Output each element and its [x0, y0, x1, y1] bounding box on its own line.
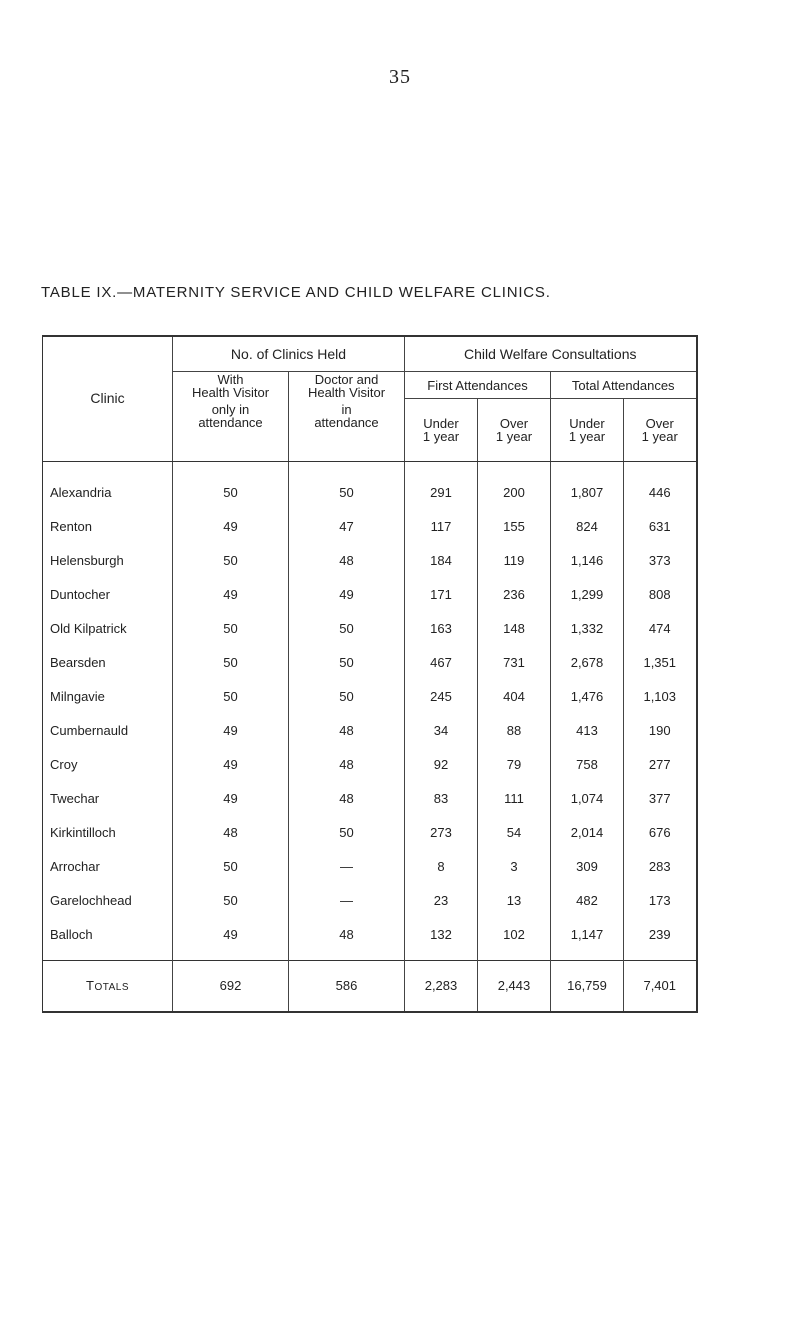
- value-cell-total-under: 758: [551, 748, 624, 782]
- value-cell-first-over: 200: [478, 461, 551, 510]
- clinics-table: [42, 335, 698, 1013]
- value-cell-first-over: 731: [478, 646, 551, 680]
- value-cell-doctor-hv: 50: [289, 816, 405, 850]
- value-cell-with-hv: 50: [173, 884, 289, 918]
- value-cell-total-under: 1,476: [551, 680, 624, 714]
- clinic-name-cell: Duntocher: [50, 587, 110, 602]
- value-cell-doctor-hv: —: [289, 850, 405, 884]
- value-cell-first-under: 132: [405, 918, 478, 952]
- first-under-1-header: Under 1 year: [405, 399, 478, 462]
- value-cell-with-hv: 50: [173, 850, 289, 884]
- child-welfare-header: Child Welfare Consultations: [405, 336, 697, 372]
- value-cell-total-under: 1,074: [551, 782, 624, 816]
- table-row: [43, 680, 697, 714]
- value-cell-total-under: 482: [551, 884, 624, 918]
- total-over-1-header: Over 1 year: [624, 399, 697, 462]
- value-cell-doctor-hv: 48: [289, 748, 405, 782]
- value-cell-with-hv: 49: [173, 714, 289, 748]
- clinic-name-cell: Cumbernauld: [50, 723, 129, 738]
- value-cell-doctor-hv: —: [289, 884, 405, 918]
- value-cell-first-over: 148: [478, 612, 551, 646]
- value-cell-first-under: 273: [405, 816, 478, 850]
- clinic-name-cell: Bearsden: [50, 655, 106, 670]
- value-cell-with-hv: 50: [173, 680, 289, 714]
- totals-label-rest: OTALS: [94, 982, 129, 993]
- value-cell-with-hv: 50: [173, 544, 289, 578]
- value-cell-total-under: 1,146: [551, 544, 624, 578]
- value-cell-first-under: 8: [405, 850, 478, 884]
- spacer-cell: [624, 952, 697, 961]
- table-row: [43, 748, 697, 782]
- value-cell-doctor-hv: 49: [289, 578, 405, 612]
- value-cell-first-under: 23: [405, 884, 478, 918]
- clinic-name-cell: Alexandria: [50, 485, 112, 500]
- clinic-name-cell: Croy: [50, 757, 78, 772]
- clinic-name-cell: Kirkintilloch: [50, 825, 116, 840]
- value-cell-total-under: 1,299: [551, 578, 624, 612]
- value-cell-with-hv: 49: [173, 578, 289, 612]
- doctor-health-visitor-header-bottom: in attendance: [289, 399, 405, 462]
- value-cell-total-over: 631: [624, 510, 697, 544]
- value-cell-total-under: 413: [551, 714, 624, 748]
- table-row: [43, 461, 697, 510]
- value-cell-total-over: 474: [624, 612, 697, 646]
- value-cell-total-under: 1,807: [551, 461, 624, 510]
- clinics-held-header: No. of Clinics Held: [173, 336, 405, 372]
- table-body: [43, 461, 697, 1012]
- value-cell-total-over: 239: [624, 918, 697, 952]
- totals-row: [43, 960, 697, 1012]
- value-cell-total-over: 173: [624, 884, 697, 918]
- value-cell-first-under: 117: [405, 510, 478, 544]
- value-cell-doctor-hv: 48: [289, 714, 405, 748]
- value-cell-total-over: 1,351: [624, 646, 697, 680]
- value-cell-doctor-hv: 47: [289, 510, 405, 544]
- clinic-name-cell: Arrochar: [50, 859, 100, 874]
- value-cell-first-over: 3: [478, 850, 551, 884]
- value-cell-total-over: 373: [624, 544, 697, 578]
- clinic-name-cell: Garelochhead: [50, 893, 132, 908]
- clinic-name-cell: Twechar: [50, 791, 100, 806]
- spacer-row: [43, 952, 697, 961]
- page-number: 35: [389, 66, 411, 88]
- value-cell-first-over: 111: [478, 782, 551, 816]
- first-attendances-header: First Attendances: [405, 372, 551, 399]
- value-cell-first-over: 79: [478, 748, 551, 782]
- doctor-health-visitor-header-top: Doctor and Health Visitor: [289, 372, 405, 399]
- value-cell-total-under: 1,147: [551, 918, 624, 952]
- table-row: [43, 918, 697, 952]
- table-row: [43, 714, 697, 748]
- spacer-cell: [173, 952, 289, 961]
- table-row: [43, 884, 697, 918]
- value-cell-doctor-hv: 50: [289, 646, 405, 680]
- clinic-name-cell: Old Kilpatrick: [50, 621, 127, 636]
- spacer-cell: [551, 952, 624, 961]
- total-under-1-header: Under 1 year: [551, 399, 624, 462]
- value-cell-with-hv: 50: [173, 612, 289, 646]
- value-cell-total-under: 1,332: [551, 612, 624, 646]
- spacer-cell: [289, 952, 405, 961]
- value-cell-first-over: 88: [478, 714, 551, 748]
- total-cell-first-under: 2,283: [405, 960, 478, 1012]
- table-title: TABLE IX.—MATERNITY SERVICE AND CHILD WELFARE CLINICS.: [41, 284, 551, 301]
- total-cell-first-over: 2,443: [478, 960, 551, 1012]
- value-cell-first-over: 13: [478, 884, 551, 918]
- clinic-name-cell: Milngavie: [50, 689, 105, 704]
- table-row: [43, 510, 697, 544]
- value-cell-total-over: 808: [624, 578, 697, 612]
- totals-label: [43, 960, 173, 1012]
- value-cell-total-over: 190: [624, 714, 697, 748]
- table-row: [43, 544, 697, 578]
- table-row: [43, 646, 697, 680]
- value-cell-doctor-hv: 48: [289, 918, 405, 952]
- value-cell-first-under: 467: [405, 646, 478, 680]
- value-cell-first-under: 184: [405, 544, 478, 578]
- total-cell-with-hv: 692: [173, 960, 289, 1012]
- value-cell-first-under: 163: [405, 612, 478, 646]
- value-cell-total-over: 1,103: [624, 680, 697, 714]
- table-row: [43, 782, 697, 816]
- value-cell-doctor-hv: 50: [289, 680, 405, 714]
- value-cell-total-over: 377: [624, 782, 697, 816]
- with-health-visitor-header-top: With Health Visitor: [173, 372, 289, 399]
- value-cell-first-under: 291: [405, 461, 478, 510]
- spacer-cell: [478, 952, 551, 961]
- value-cell-total-over: 283: [624, 850, 697, 884]
- value-cell-first-over: 155: [478, 510, 551, 544]
- value-cell-total-over: 676: [624, 816, 697, 850]
- value-cell-total-over: 446: [624, 461, 697, 510]
- value-cell-with-hv: 50: [173, 646, 289, 680]
- spacer-cell: [43, 952, 173, 961]
- value-cell-total-under: 309: [551, 850, 624, 884]
- value-cell-first-under: 83: [405, 782, 478, 816]
- value-cell-first-over: 119: [478, 544, 551, 578]
- clinic-name-cell: Helensburgh: [50, 553, 124, 568]
- value-cell-first-under: 245: [405, 680, 478, 714]
- value-cell-with-hv: 49: [173, 782, 289, 816]
- value-cell-doctor-hv: 48: [289, 782, 405, 816]
- value-cell-doctor-hv: 50: [289, 461, 405, 510]
- table-row: [43, 612, 697, 646]
- value-cell-first-over: 54: [478, 816, 551, 850]
- value-cell-first-under: 92: [405, 748, 478, 782]
- totals-label-initial: T: [86, 978, 95, 993]
- total-cell-total-under: 16,759: [551, 960, 624, 1012]
- value-cell-total-under: 824: [551, 510, 624, 544]
- value-cell-with-hv: 49: [173, 510, 289, 544]
- clinic-column-header: Clinic: [43, 336, 173, 461]
- value-cell-first-over: 236: [478, 578, 551, 612]
- table-row: [43, 816, 697, 850]
- value-cell-first-under: 171: [405, 578, 478, 612]
- value-cell-total-over: 277: [624, 748, 697, 782]
- value-cell-total-under: 2,014: [551, 816, 624, 850]
- total-attendances-header: Total Attendances: [551, 372, 697, 399]
- total-cell-doctor-hv: 586: [289, 960, 405, 1012]
- table-row: [43, 578, 697, 612]
- value-cell-with-hv: 49: [173, 918, 289, 952]
- value-cell-doctor-hv: 50: [289, 612, 405, 646]
- value-cell-with-hv: 50: [173, 461, 289, 510]
- value-cell-first-under: 34: [405, 714, 478, 748]
- with-health-visitor-header-bottom: only in attendance: [173, 399, 289, 462]
- clinic-name-cell: Balloch: [50, 927, 93, 942]
- table-row: [43, 850, 697, 884]
- clinic-name-cell: Renton: [50, 519, 92, 534]
- value-cell-doctor-hv: 48: [289, 544, 405, 578]
- value-cell-total-under: 2,678: [551, 646, 624, 680]
- total-cell-total-over: 7,401: [624, 960, 697, 1012]
- value-cell-with-hv: 48: [173, 816, 289, 850]
- value-cell-first-over: 404: [478, 680, 551, 714]
- spacer-cell: [405, 952, 478, 961]
- value-cell-first-over: 102: [478, 918, 551, 952]
- value-cell-with-hv: 49: [173, 748, 289, 782]
- first-over-1-header: Over 1 year: [478, 399, 551, 462]
